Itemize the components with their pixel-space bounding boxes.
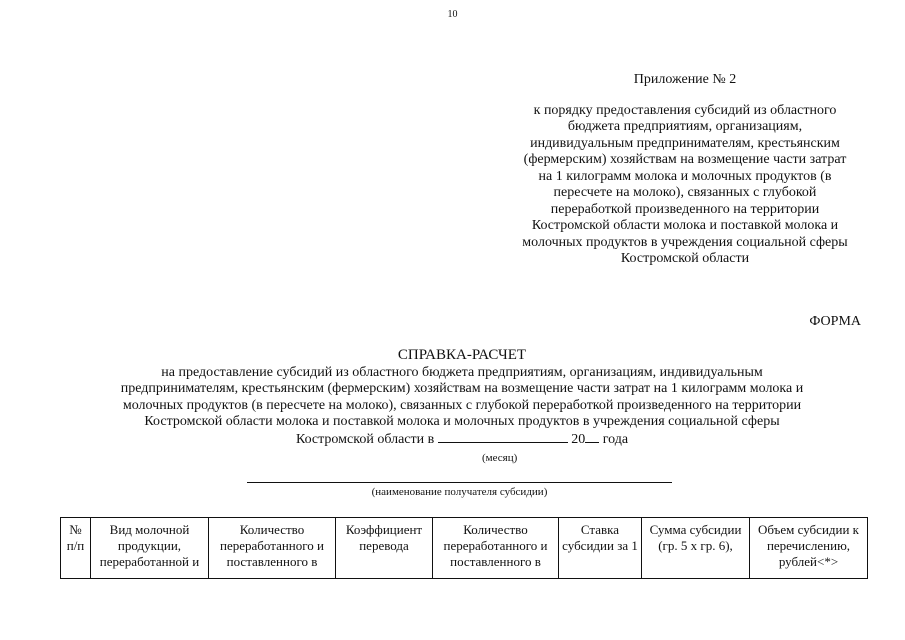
title-block <box>62 347 862 448</box>
appendix-line: на 1 килограмм молока и молочных продуктов (в <box>538 168 832 184</box>
month-caption: (месяц) <box>482 452 518 464</box>
appendix-line: молочных продуктов в учреждения социальной сферы <box>522 234 848 250</box>
year-blank[interactable] <box>585 430 599 443</box>
header-cell: № п/п <box>61 518 91 579</box>
month-blank[interactable] <box>438 430 568 443</box>
subtitle-line: молочных продуктов (в пересчете на молоко), связанных с глубокой переработкой произведенного на территории <box>122 397 802 413</box>
form-label: ФОРМА <box>809 314 861 329</box>
calculation-table <box>60 517 868 579</box>
year-prefix: 20 <box>571 432 586 448</box>
period-line <box>62 430 862 448</box>
appendix-line: к порядку предоставления субсидий из областного <box>533 102 837 118</box>
period-prefix: Костромской области в <box>295 432 435 448</box>
header-cell: Вид молочной продукции, переработанной и <box>91 518 209 579</box>
subtitle-line: Костромской области молока и поставкой молока и молочных продуктов в учреждения социальной сферы <box>144 413 780 429</box>
table-header-row <box>61 518 868 579</box>
appendix-number: Приложение № 2 <box>633 72 737 87</box>
appendix-line: бюджета предприятиям, организациям, <box>567 119 803 134</box>
page-number: 10 <box>447 9 458 20</box>
header-cell: Сумма субсидии (гр. 5 х гр. 6), <box>642 518 750 579</box>
document-title: СПРАВКА-РАСЧЕТ <box>397 347 527 363</box>
subtitle-line: предпринимателям, крестьянским (фермерским) хозяйствам на возмещение части затрат на 1 килограмм молока и <box>120 381 804 397</box>
appendix-line: (фермерским) хозяйствам на возмещение части затрат <box>523 152 847 167</box>
recipient-caption: (наименование получателя субсидии) <box>371 486 548 498</box>
appendix-line: Костромской области молока и поставкой молока и <box>531 218 839 233</box>
appendix-line: переработкой произведенного на территории <box>550 201 820 217</box>
appendix-block <box>495 72 875 268</box>
recipient-blank[interactable] <box>247 482 672 483</box>
header-cell: Ставка субсидии за 1 <box>559 518 642 579</box>
header-cell: Коэффициент перевода <box>336 518 433 579</box>
appendix-line: индивидуальным предпринимателям, крестьянским <box>530 135 840 151</box>
header-cell: Количество переработанного и поставленного в <box>209 518 336 579</box>
appendix-line: пересчете на молоко), связанных с глубокой <box>553 185 817 200</box>
period-suffix: года <box>602 432 629 448</box>
header-cell: Объем субсидии к перечислению, рублей<*> <box>750 518 868 579</box>
subtitle-line: на предоставление субсидий из областного бюджета предприятиям, организациям, индивидуальным <box>161 365 763 381</box>
appendix-line: Костромской области <box>620 251 750 266</box>
header-cell: Количество переработанного и поставленного в <box>433 518 559 579</box>
